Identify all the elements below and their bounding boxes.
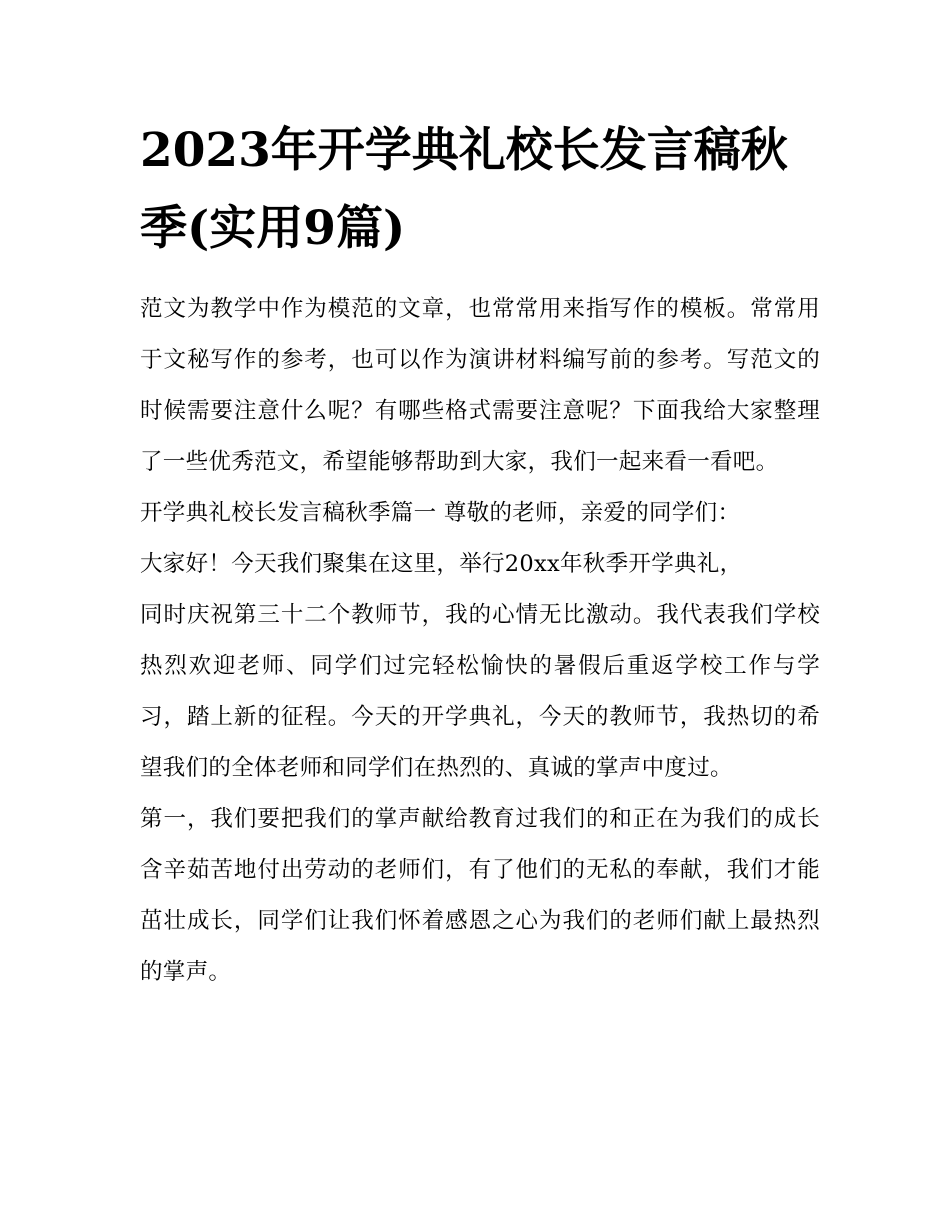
intro-paragraph: 范文为教学中作为模范的文章，也常常用来指写作的模板。常常用于文秘写作的参考，也可以作为演讲材料编写前的参考。写范文的时候需要注意什么呢？有哪些格式需要注意呢？下面我给大家整理了一些优秀范文，希望能够帮助到大家，我们一起来看一看吧。 [140,296,820,475]
greeting-paragraph: 大家好！今天我们聚集在这里，举行20xx年秋季开学典礼， [140,551,743,577]
document-title: 2023年开学典礼校长发言稿秋季(实用9篇) [140,123,788,256]
body-paragraph: 同时庆祝第三十二个教师节，我的心情无比激动。我代表我们学校热烈欢迎老师、同学们过完轻松愉快的暑假后重返学校工作与学习，踏上新的征程。今天的开学典礼，今天的教师节，我热切的希望我们的全体老师和同学们在热烈的、真诚的掌声中度过。 [140,602,820,781]
speech-heading-paragraph: 开学典礼校长发言稿秋季篇一 尊敬的老师，亲爱的同学们： [140,500,741,526]
document-page [140,112,820,998]
first-point-paragraph: 第一，我们要把我们的掌声献给教育过我们的和正在为我们的成长含辛茹苦地付出劳动的老师们，有了他们的无私的奉献，我们才能茁壮成长，同学们让我们怀着感恩之心为我们的老师们献上最热烈的掌声。 [140,806,820,985]
